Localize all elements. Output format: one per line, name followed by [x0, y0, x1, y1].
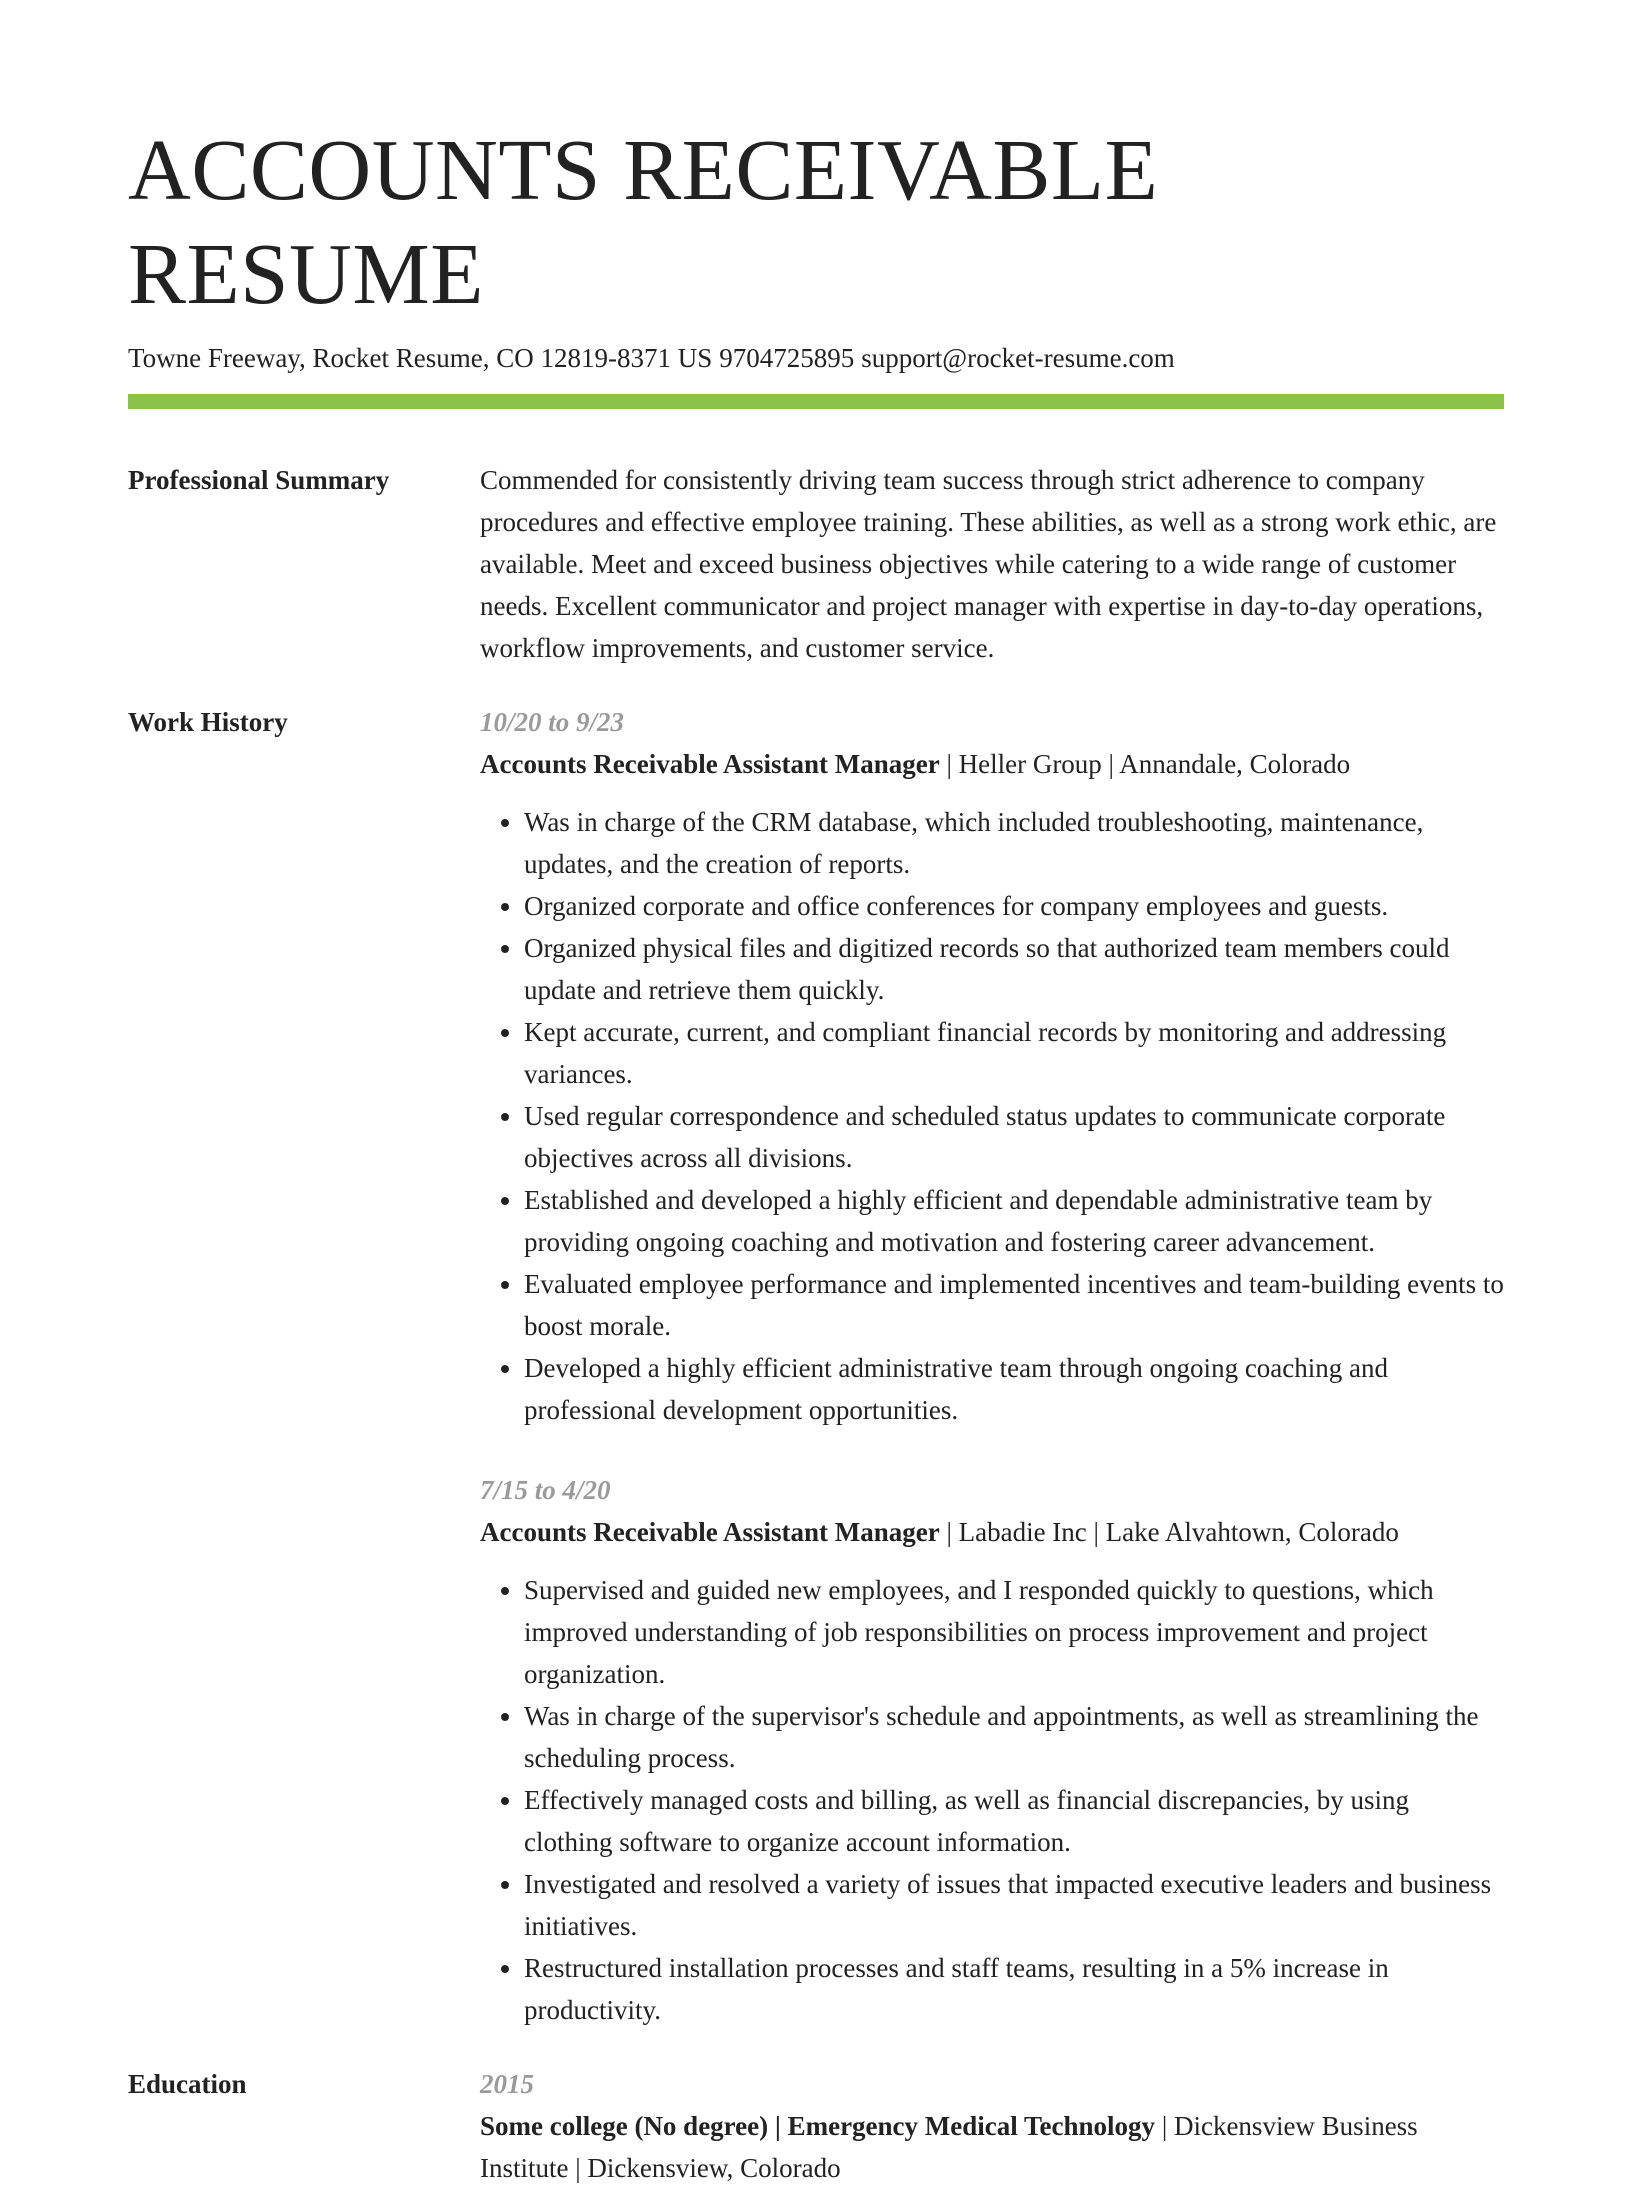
- education-body: [480, 2063, 1504, 2189]
- list-item: • Supervised and guided new employees, and I responded quickly to questions, which improved understanding of job responsibilities on process improvement and project organization.: [524, 1569, 1504, 1695]
- job-bullets: [480, 1569, 1504, 2031]
- list-item: • Developed a highly efficient administrative team through ongoing coaching and professional development opportunities.: [524, 1347, 1504, 1431]
- list-item: • Established and developed a highly efficient and dependable administrative team by providing ongoing coaching and motivation and fostering career advancement.: [524, 1179, 1504, 1263]
- summary-heading: Professional Summary: [128, 465, 390, 495]
- education-section: [128, 2063, 1504, 2189]
- job-company-location: | Labadie Inc | Lake Alvahtown, Colorado: [939, 1517, 1399, 1547]
- job-entry: [480, 1469, 1504, 2031]
- work-history-body: [480, 701, 1504, 2031]
- list-item: • Was in charge of the CRM database, which included troubleshooting, maintenance, updates, and the creation of reports.: [524, 801, 1504, 885]
- education-degree: Some college (No degree) | Emergency Medical Technology: [480, 2111, 1156, 2141]
- job-title: Accounts Receivable Assistant Manager: [480, 1517, 940, 1547]
- list-item: • Investigated and resolved a variety of issues that impacted executive leaders and business initiatives.: [524, 1863, 1504, 1947]
- job-dates: 10/20 to 9/23: [480, 707, 625, 737]
- list-item: • Restructured installation processes and staff teams, resulting in a 5% increase in productivity.: [524, 1947, 1504, 2031]
- work-history-section: [128, 701, 1504, 2031]
- education-line: [480, 2105, 1504, 2189]
- list-item: • Organized physical files and digitized records so that authorized team members could update and retrieve them quickly.: [524, 927, 1504, 1011]
- resume-header: [128, 0, 1504, 409]
- job-title: Accounts Receivable Assistant Manager: [480, 749, 940, 779]
- list-item: • Evaluated employee performance and implemented incentives and team-building events to boost morale.: [524, 1263, 1504, 1347]
- work-history-heading: Work History: [128, 707, 288, 737]
- job-heading-line: [480, 1511, 1504, 1553]
- accent-divider: [128, 394, 1504, 409]
- list-item: • Used regular correspondence and scheduled status updates to communicate corporate objectives across all divisions.: [524, 1095, 1504, 1179]
- job-company-location: | Heller Group | Annandale, Colorado: [939, 749, 1351, 779]
- education-school-location: | Dickensview Business Institute | Dickensview, Colorado: [480, 2111, 1418, 2183]
- summary-text: Commended for consistently driving team success through strict adherence to company procedures and effective employee training. These abilities, as well as a strong work ethic, are available. Meet and exceed business objectives while catering to a wide range of customer needs. Excellent communicator and project manager with expertise in day-to-day operations, workflow improvements, and customer service.: [480, 465, 1497, 663]
- education-date: 2015: [480, 2069, 534, 2099]
- list-item: • Kept accurate, current, and compliant financial records by monitoring and addressing variances.: [524, 1011, 1504, 1095]
- resume-title: ACCOUNTS RECEIVABLE RESUME: [128, 121, 1159, 322]
- contact-line: [128, 340, 1504, 376]
- contact-email[interactable]: support@rocket-resume.com: [861, 343, 1175, 373]
- education-heading: Education: [128, 2069, 247, 2099]
- contact-address: Towne Freeway, Rocket Resume, CO 12819-8371 US: [128, 343, 713, 373]
- job-entry: [480, 701, 1504, 1431]
- job-bullets: [480, 801, 1504, 1431]
- list-item: • Organized corporate and office conferences for company employees and guests.: [524, 885, 1504, 927]
- list-item: • Was in charge of the supervisor's schedule and appointments, as well as streamlining the scheduling process.: [524, 1695, 1504, 1779]
- contact-phone: 9704725895: [719, 343, 855, 373]
- summary-section: [128, 459, 1504, 669]
- job-dates: 7/15 to 4/20: [480, 1475, 611, 1505]
- job-heading-line: [480, 743, 1504, 785]
- list-item: • Effectively managed costs and billing, as well as financial discrepancies, by using clothing software to organize account information.: [524, 1779, 1504, 1863]
